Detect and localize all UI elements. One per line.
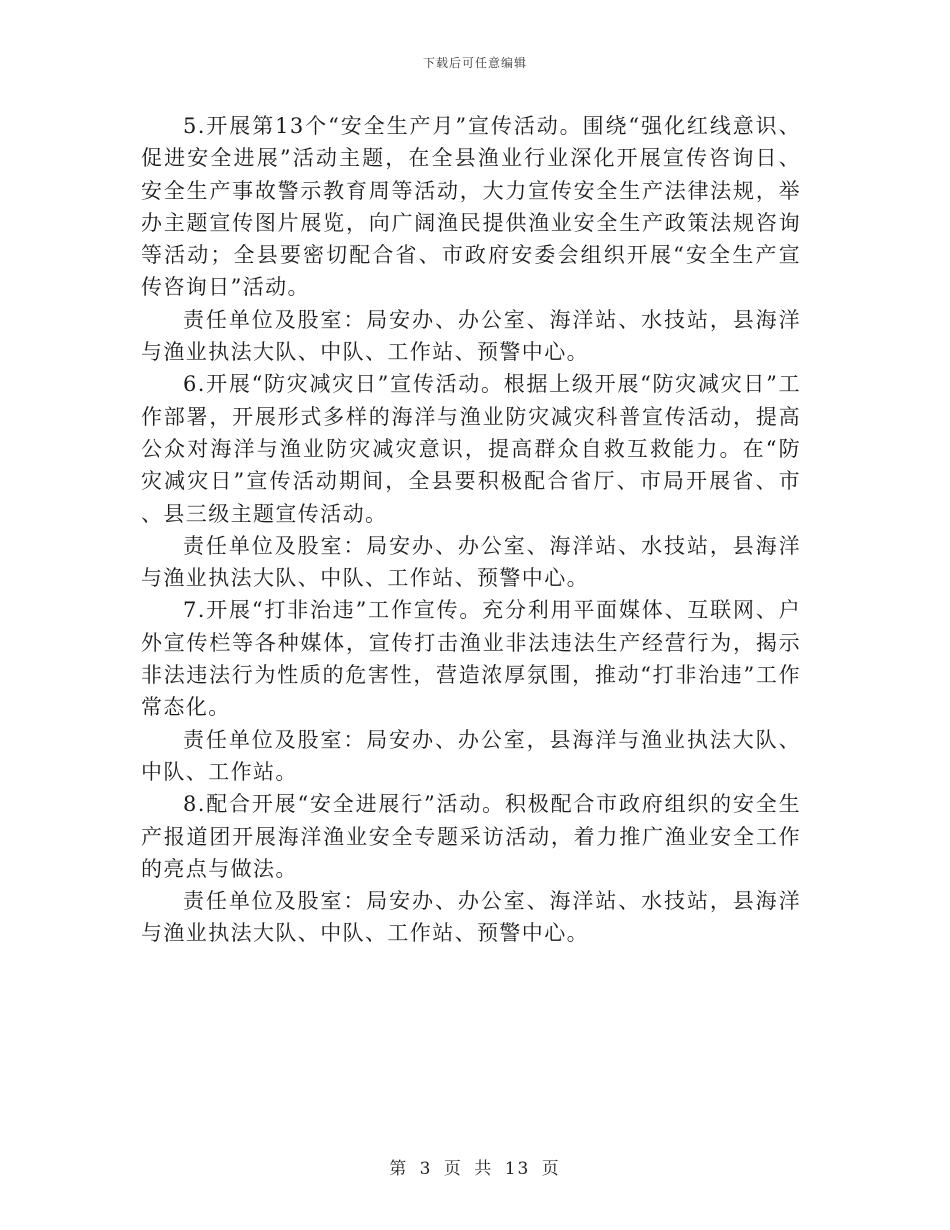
page-number-footer: 第 3 页 共 13 页 — [389, 1159, 561, 1179]
paragraph-item-6: 6.开展“防灾减灾日”宣传活动。根据上级开展“防灾减灾日”工作部署，开展形式多样的海洋与渔业防灾减灾科普宣传活动，提高公众对海洋与渔业防灾减灾意识，提高群众自救互救能力。在“防灾减灾日”宣传活动期间，全县要积极配合省厅、市局开展省、市、县三级主题宣传活动。 — [141, 372, 801, 526]
paragraph-responsibility-8: 责任单位及股室：局安办、办公室、海洋站、水技站，县海洋与渔业执法大队、中队、工作站、预警中心。 — [141, 889, 801, 946]
paragraph-item-5: 5.开展第13个“安全生产月”宣传活动。围绕“强化红线意识、促进安全进展”活动主题，在全县渔业行业深化开展宣传咨询日、安全生产事故警示教育周等活动，大力宣传安全生产法律法规，举办主题宣传图片展览，向广阔渔民提供渔业安全生产政策法规咨询等活动；全县要密切配合省、市政府安委会组织开展“安全生产宣传咨询日”活动。 — [141, 114, 801, 300]
paragraph-item-8: 8.配合开展“安全进展行”活动。积极配合市政府组织的安全生产报道团开展海洋渔业安全专题采访活动，着力推广渔业安全工作的亮点与做法。 — [141, 792, 801, 881]
page-header: 下载后可任意编辑 — [422, 56, 527, 70]
paragraph-item-7: 7.开展“打非治违”工作宣传。充分利用平面媒体、互联网、户外宣传栏等各种媒体，宣传打击渔业非法违法生产经营行为，揭示非法违法行为性质的危害性，营造浓厚氛围，推动“打非治违”工作常态化。 — [141, 598, 801, 720]
paragraph-responsibility-6: 责任单位及股室：局安办、办公室、海洋站、水技站，县海洋与渔业执法大队、中队、工作站、预警中心。 — [141, 533, 801, 591]
document-body — [141, 110, 801, 950]
paragraph-responsibility-7: 责任单位及股室：局安办、办公室，县海洋与渔业执法大队、中队、工作站。 — [141, 727, 801, 784]
paragraph-responsibility-5: 责任单位及股室：局安办、办公室、海洋站、水技站，县海洋与渔业执法大队、中队、工作站、预警中心。 — [141, 307, 801, 365]
